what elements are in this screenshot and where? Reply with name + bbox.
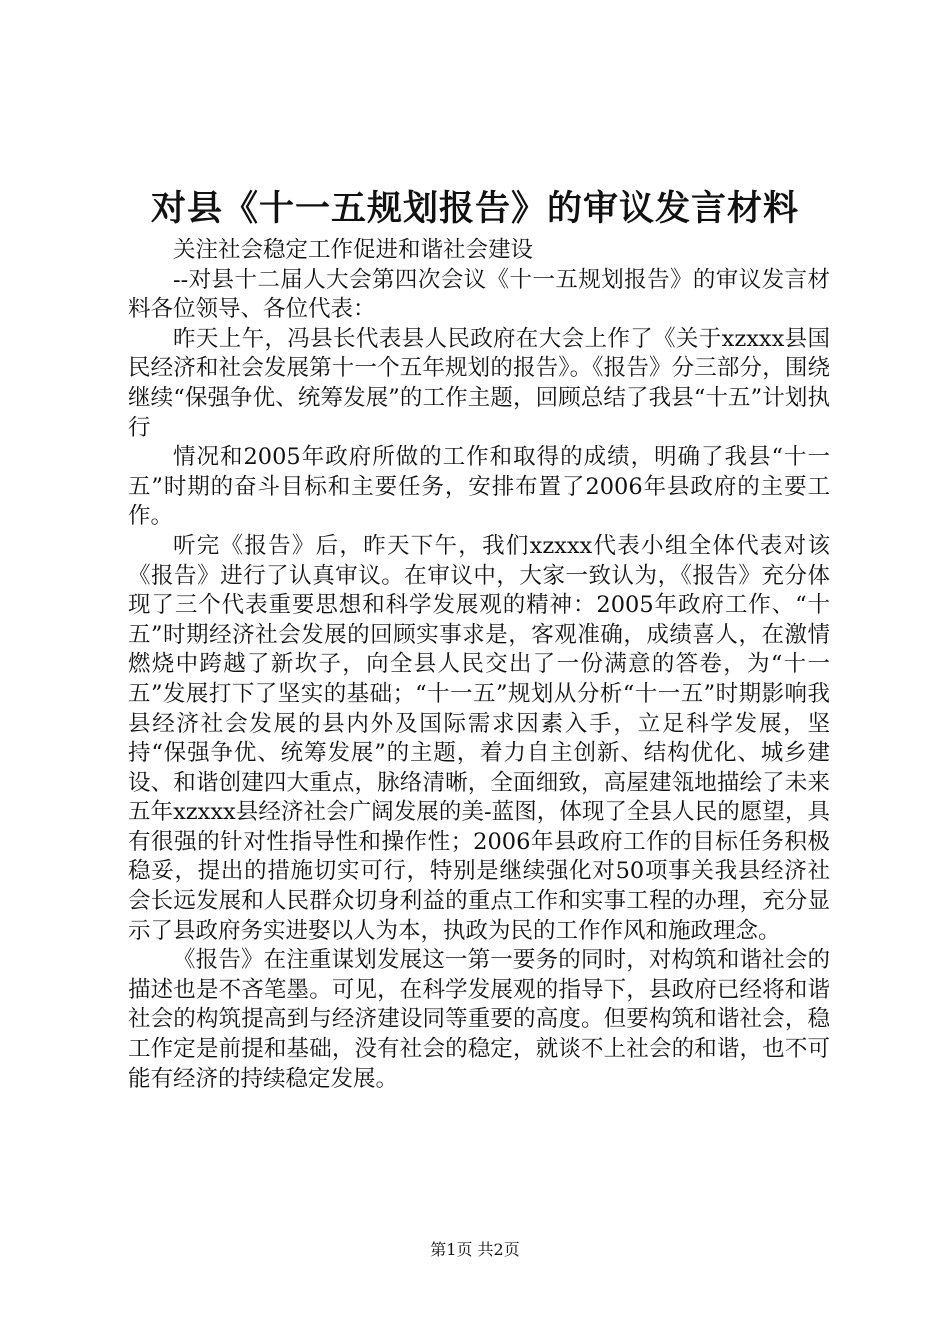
document-body	[128, 236, 830, 1094]
paragraph-review: 听完《报告》后，昨天下午，我们xzxxx代表小组全体代表对该《报告》进行了认真审议。在审议中，大家一致认为，《报告》充分体现了三个代表重要思想和科学发展观的精神：2005年政府工作、“十五”时期经济社会发展的回顾实事求是，客观准确，成绩喜人，在激情燃烧中跨越了新坎子，向全县人民交出了一份满意的答卷，为“十一五”发展打下了坚实的基础；“十一五”规划从分析“十一五”时期影响我县经济社会发展的县内外及国际需求因素入手，立足科学发展，坚持“保强争优、统筹发展”的主题，着力自主创新、结构优化、城乡建设、和谐创建四大重点，脉络清晰，全面细致，高屋建瓴地描绘了未来五年xzxxx县经济社会广阔发展的美-蓝图，体现了全县人民的愿望，具有很强的针对性指导性和操作性；2006年县政府工作的目标任务积极稳妥，提出的措施切实可行，特别是继续强化对50项事关我县经济社会长远发展和人民群众切身利益的重点工作和实事工程的办理，充分显示了县政府务实进娶以人为本，执政为民的工作作风和施政理念。	[128, 532, 830, 944]
paragraph-address: --对县十二届人大会第四次会议《十一五规划报告》的审议发言材料各位领导、各位代表：	[128, 266, 830, 323]
paragraph-subtitle: 关注社会稳定工作促进和谐社会建设	[173, 237, 534, 263]
paragraph-harmony: 《报告》在注重谋划发展这一第一要务的同时，对构筑和谐社会的描述也是不吝笔墨。可见，在科学发展观的指导下，县政府已经将和谐社会的构筑提高到与经济建设同等重要的高度。但要构筑和谐社会，稳工作定是前提和基础，没有社会的稳定，就谈不上社会的和谐，也不可能有经济的持续稳定发展。	[128, 947, 830, 1092]
paragraph-summary: 情况和2005年政府所做的工作和取得的成绩，明确了我县“十一五”时期的奋斗目标和主要任务，安排布置了2006年县政府的主要工作。	[128, 444, 830, 530]
paragraph-intro: 昨天上午，冯县长代表县人民政府在大会上作了《关于xzxxx县国民经济和社会发展第十一个五年规划的报告》。《报告》分三部分，围绕继续“保强争优、统筹发展”的工作主题，回顾总结了我县“十五”计划执行	[128, 325, 830, 441]
document-title: 对县《十一五规划报告》的审议发言材料	[150, 188, 799, 229]
page-number: 第1页 共2页	[430, 1240, 520, 1259]
